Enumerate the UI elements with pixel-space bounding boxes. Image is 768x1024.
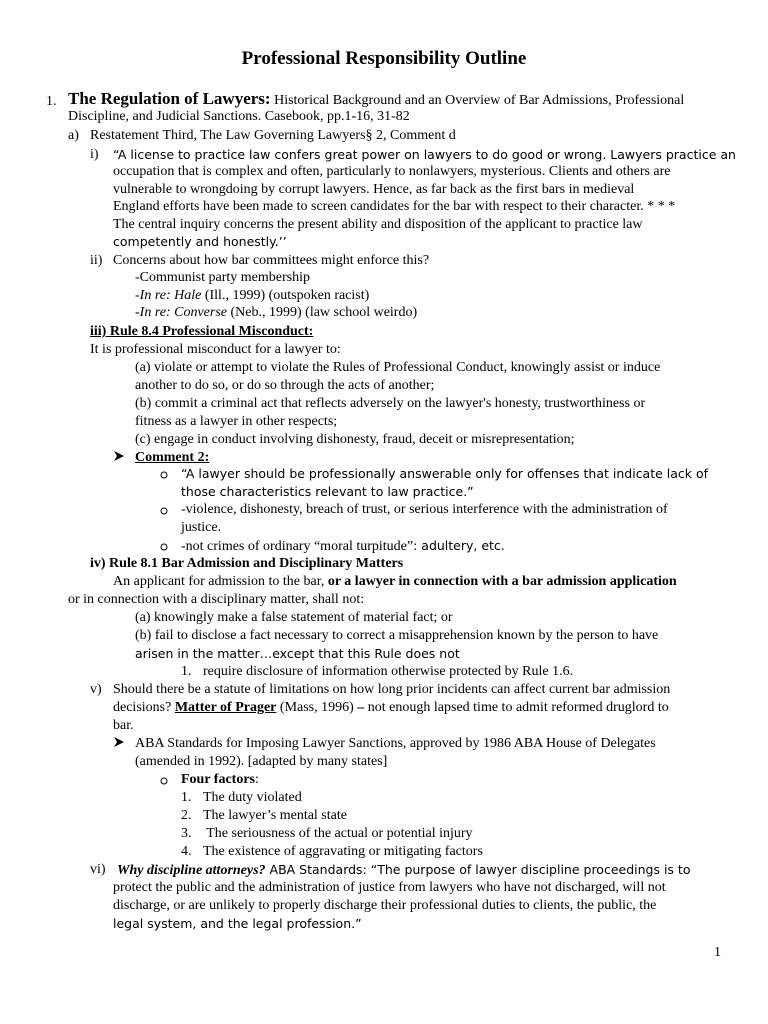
page-title: Professional Responsibility Outline: [241, 48, 527, 69]
prager-holding: not enough lapsed time to admit reformed druglord to: [364, 700, 669, 715]
arrowhead-bullet-icon: [113, 736, 125, 748]
comment-quote-line-2: those characteristics relevant to law practice.”: [181, 484, 474, 499]
comment-moral-turpitude: [181, 537, 505, 556]
aba-standards-row: [113, 735, 656, 753]
item-vi-line-4: legal system, and the legal profession.”: [113, 916, 362, 931]
factor-text: The duty violated: [203, 790, 302, 805]
rule-8-4-a-line-2: another to do so, or do so through the acts of another;: [135, 378, 435, 393]
four-factors-colon: :: [255, 772, 259, 787]
section-intro: Historical Background and an Overview of Bar Admissions, Professional: [270, 93, 685, 108]
rule-8-4-intro: It is professional misconduct for a lawyer to:: [90, 342, 341, 357]
arrowhead-bullet-icon: [113, 450, 125, 462]
four-factors-heading: [181, 771, 259, 789]
comment-violence-line-1: -violence, dishonesty, breach of trust, or serious interference with the administration of: [181, 502, 668, 517]
factor-num: 3.: [181, 826, 192, 841]
factor-num: 1.: [181, 790, 192, 805]
hollow-circle-bullet-icon: [160, 507, 168, 515]
quote-line-5: The central inquiry concerns the present ability and disposition of the applicant to practice law: [113, 217, 643, 232]
item-v-label: v): [90, 682, 102, 697]
discipline-question: Why discipline attorneys?: [117, 863, 266, 878]
factor-text: The existence of aggravating or mitigating factors: [203, 844, 483, 859]
rule-8-1-line-2: or in connection with a disciplinary matter, shall not:: [68, 592, 365, 607]
case-name: -In re: Hale: [135, 288, 202, 303]
circle-bullet: [160, 773, 168, 791]
factor-num: 2.: [181, 808, 192, 823]
item-a-text: Restatement Third, The Law Governing Lawyers§ 2, Comment d: [90, 128, 456, 143]
rule-8-1-exception-text: require disclosure of information otherwise protected by Rule 1.6.: [203, 664, 574, 679]
moral-turpitude-text: -not crimes of ordinary “moral turpitude”: [181, 539, 414, 554]
item-vi-line-3: discharge, or are unlikely to properly discharge their professional duties to clients, the public, the: [113, 898, 657, 913]
quote-line-3: vulnerable to wrongdoing by corrupt lawyers. Hence, as far back as the first bars in medieval: [113, 182, 635, 197]
aba-standards-line-2: (amended in 1992). [adapted by many states]: [135, 754, 388, 769]
item-vi-line-1: [117, 861, 690, 880]
rule-8-1-line-1: [113, 573, 677, 591]
item-ii-label: ii): [90, 253, 103, 268]
item-vi-line-2: protect the public and the administration of justice from lawyers who have not discharged, will not: [113, 880, 666, 895]
concern-converse: [135, 304, 417, 322]
rule-8-4-b-line-1: (b) commit a criminal act that reflects adversely on the lawyer's honesty, trustworthiness or: [135, 396, 646, 411]
four-factors-label: Four factors: [181, 772, 255, 787]
factor-num: 4.: [181, 844, 192, 859]
hollow-circle-bullet-icon: [160, 471, 168, 479]
section-heading-line: [68, 90, 684, 110]
circle-bullet: [160, 467, 168, 485]
item-a-label: a): [68, 128, 79, 143]
factor-text: The seriousness of the actual or potential injury: [203, 826, 473, 841]
concern-hale: [135, 287, 369, 305]
moral-turpitude-example: : adultery, etc.: [413, 538, 505, 553]
hollow-circle-bullet-icon: [160, 777, 168, 785]
rule-8-1-b-line-1: (b) fail to disclose a fact necessary to correct a misapprehension known by the person to have: [135, 628, 659, 643]
rule-8-1-heading: iv) Rule 8.1 Bar Admission and Disciplinary Matters: [90, 556, 404, 571]
comment-2-label: Comment 2:: [135, 450, 210, 465]
rule-8-1-b-line-2: arisen in the matter…except that this Rule does not: [135, 646, 460, 661]
factor-text: The lawyer’s mental state: [203, 808, 347, 823]
rule-8-1-exception-num: 1.: [181, 664, 192, 679]
page-number: 1: [714, 945, 721, 960]
section-heading: The Regulation of Lawyers:: [68, 89, 271, 108]
prager-case-name: Matter of Prager: [174, 700, 277, 715]
rule-8-1-bold: or a lawyer in connection with a bar admission application: [327, 574, 677, 589]
section-intro-line-2: Discipline, and Judicial Sanctions. Casebook, pp.1-16, 31-82: [68, 109, 410, 124]
rule-8-4-a-line-1: (a) violate or attempt to violate the Rules of Professional Conduct, knowingly assist or induce: [135, 360, 661, 375]
rule-8-4-heading: iii) Rule 8.4 Professional Misconduct:: [90, 324, 314, 339]
aba-standards-line-1: ABA Standards for Imposing Lawyer Sanctions, approved by 1986 ABA House of Delegates: [135, 736, 656, 751]
prager-dash: –: [357, 700, 365, 715]
rule-8-1-a: (a) knowingly make a false statement of material fact; or: [135, 610, 453, 625]
item-vi-label: vi): [90, 862, 106, 877]
discipline-standards-lead: ABA Standards: “The purpose of lawyer discipline proceedings is to: [265, 862, 691, 877]
item-v-line-3: bar.: [113, 718, 134, 733]
hollow-circle-bullet-icon: [160, 543, 168, 551]
item-i-label: i): [90, 147, 99, 162]
case-detail: (Ill., 1999) (outspoken racist): [201, 288, 370, 303]
prager-lead: decisions?: [113, 700, 175, 715]
quote-line-2: occupation that is complex and often, particularly to nonlawyers, mysterious. Clients and others are: [113, 164, 671, 179]
item-ii-text: Concerns about how bar committees might enforce this?: [113, 253, 430, 268]
rule-8-4-c: (c) engage in conduct involving dishonesty, fraud, deceit or misrepresentation;: [135, 432, 575, 447]
quote-line-4: England efforts have been made to screen candidates for the bar with respect to their character. * * *: [113, 199, 676, 214]
comment-violence-line-2: justice.: [181, 520, 222, 535]
rule-8-4-b-line-2: fitness as a lawyer in other respects;: [135, 414, 338, 429]
quote-line-1: “A license to practice law confers great power on lawyers to do good or wrong. Lawyers practice an: [113, 147, 736, 162]
prager-citation: (Mass, 1996): [276, 700, 358, 715]
case-name: -In re: Converse: [135, 305, 228, 320]
comment-quote-line-1: “A lawyer should be professionally answerable only for offenses that indicate lack of: [181, 466, 709, 481]
quote-line-6: competently and honestly.’’: [113, 234, 287, 249]
case-detail: (Neb., 1999) (law school weirdo): [227, 305, 418, 320]
item-v-line-1: Should there be a statute of limitations on how long prior incidents can affect current bar admission: [113, 682, 671, 697]
section-number: 1.: [46, 94, 57, 109]
circle-bullet: [160, 503, 168, 521]
concern-communist: -Communist party membership: [135, 270, 310, 285]
rule-8-1-plain: An applicant for admission to the bar,: [113, 574, 328, 589]
item-v-line-2: [113, 699, 669, 717]
